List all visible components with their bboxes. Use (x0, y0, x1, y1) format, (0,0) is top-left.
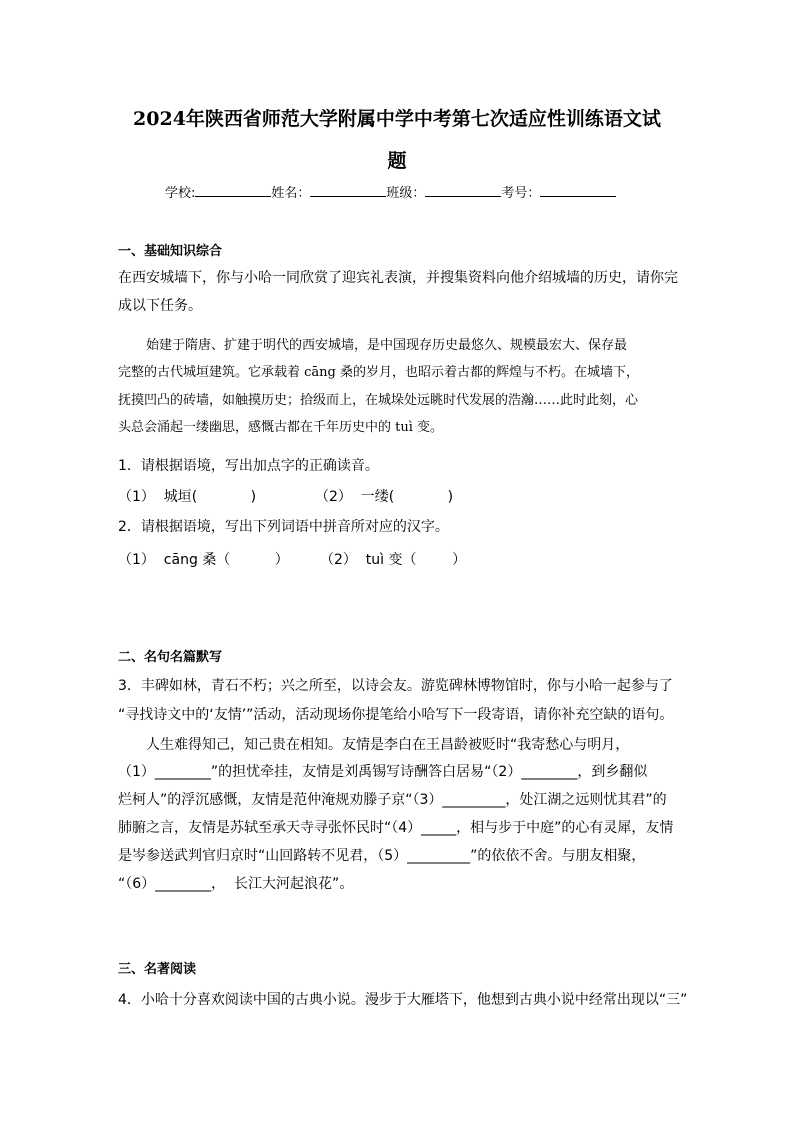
name-field[interactable] (310, 183, 386, 197)
class-field[interactable] (425, 183, 501, 197)
school-label: 学校: (165, 186, 196, 201)
document-title-line2: 题 (387, 150, 407, 172)
section1-intro: 成以下任务。 (118, 298, 202, 314)
section2-heading: 二、名句名篇默写 (118, 650, 223, 665)
school-field[interactable] (195, 183, 271, 197)
section1-intro: 在西安城墙下，你与小哈一同欣赏了迎宾礼表演，并搜集资料向他介绍城墙的历史，请你完 (118, 270, 678, 286)
class-label: 班级： (386, 186, 426, 201)
section3-heading: 三、名著阅读 (118, 962, 197, 977)
student-info-header (165, 183, 616, 203)
question-1: 1．请根据语境，写出加点字的正确读音。 (118, 458, 379, 474)
section3-line: 4．小哈十分喜欢阅读中国的古典小说。漫步于大雁塔下，他想到古典小说中经常出现以“三” (118, 992, 688, 1008)
exam-no-field[interactable] (540, 183, 616, 197)
section2-line: “（6）________， 长江大河起浪花”。 (118, 876, 354, 892)
section1-heading: 一、基础知识综合 (118, 244, 223, 259)
passage-line: 完整的古代城垣建筑。它承载着 cāng 桑的岁月，也昭示着古都的辉煌与不朽。在城墙下， (118, 365, 639, 380)
question-1-item: （2） 一缕( ) (315, 489, 454, 505)
section2-line: 烂柯人”的浮沉感慨，友情是范仲淹规劝滕子京“（3）_________，处江湖之远则忧其君”的 (118, 792, 667, 808)
passage-line: 抚摸凹凸的砖墙，如触摸历史；拾级而上，在城垛处远眺时代发展的浩瀚……此时此刻，心 (118, 393, 639, 408)
name-label: 姓名： (271, 186, 311, 201)
section2-line: 肺腑之言，友情是苏轼至承天寺寻张怀民时“（4）_____，相与步于中庭”的心有灵犀，友情 (118, 820, 674, 836)
section2-line: 3．丰碑如林，青石不朽；兴之所至，以诗会友。游览碑林博物馆时，你与小哈一起参与了 (118, 678, 673, 694)
section2-line: 人生难得知己，知己贵在相知。友情是李白在王昌龄被贬时“我寄愁心与明月， (146, 737, 630, 753)
section2-line: （1）________”的担忧牵挂，友情是刘禹锡写诗酬答白居易“（2）________，到乡翻似 (118, 764, 648, 780)
passage-line: 头总会涌起一缕幽思，感慨古都在千年历史中的 tuì 变。 (118, 420, 444, 435)
section2-line: “寻找诗文中的‘友情’”活动，活动现场你提笔给小哈写下一段寄语，请你补充空缺的语句。 (118, 707, 674, 723)
question-1-item: （1） 城垣( ) (118, 489, 257, 505)
question-2-item: （2） tuì 变（ ） (320, 552, 467, 568)
question-2: 2．请根据语境，写出下列词语中拼音所对应的汉字。 (118, 519, 449, 535)
exam-no-label: 考号： (501, 186, 541, 201)
question-2-item: （1） cāng 桑（ ） (118, 552, 289, 568)
passage-line: 始建于隋唐、扩建于明代的西安城墙，是中国现存历史最悠久、规模最宏大、保存最 (146, 338, 628, 353)
document-title-line1: 2024年陕西省师范大学附属中学中考第七次适应性训练语文试 (133, 108, 661, 130)
section2-line: 是岑参送武判官归京时“山回路转不见君，（5）_________”的依依不舍。与朋友相聚， (118, 848, 646, 864)
